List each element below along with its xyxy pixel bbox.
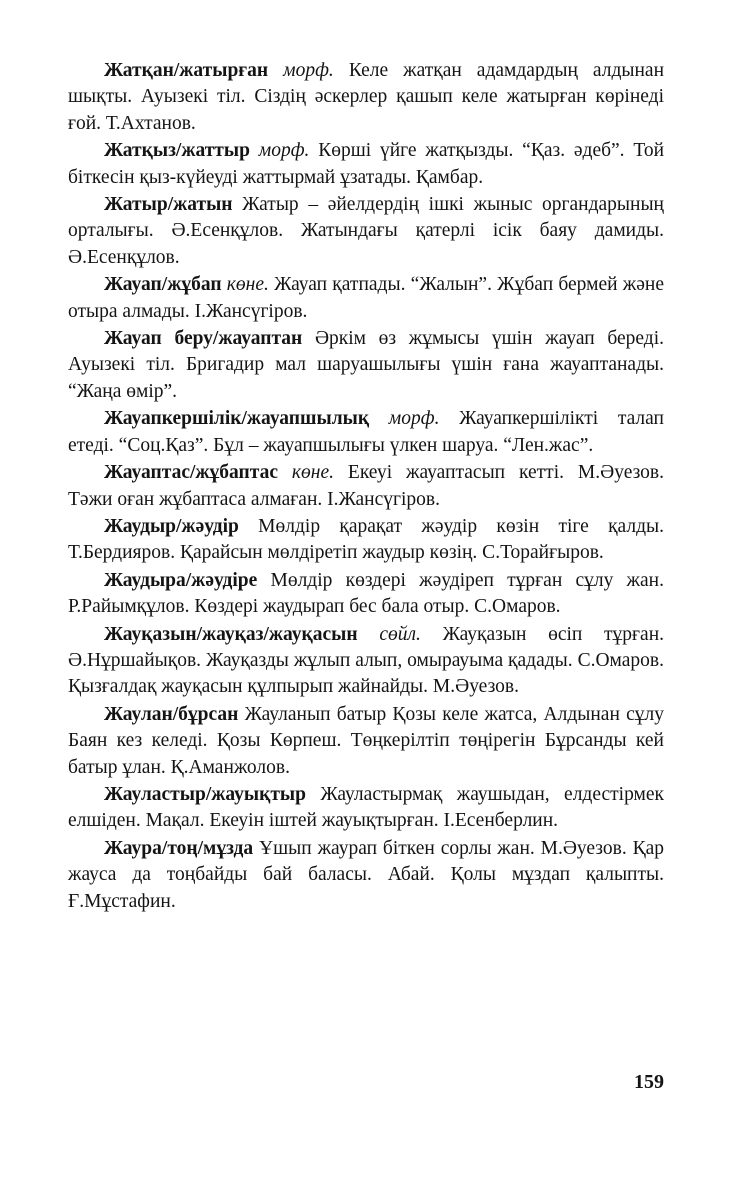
entry-text: Мөлдір қарақат жәудір көзін тіге қалды. Т.Бердияров. Қарайсын мөлдіретіп жаудыр көзің. С.Торайғыров. [68,515,665,564]
dictionary-entry [68,782,664,835]
dictionary-entry [68,58,664,137]
entry-headword: Жаулан/бұрсан [104,703,239,725]
entry-headword: Жатқыз/жаттыр [104,140,250,162]
dictionary-entry [68,514,664,567]
entry-label: морф. [283,60,334,81]
entry-label: сөйл. [379,623,421,645]
dictionary-entry [68,836,664,915]
entry-text: Жауланып батыр Қозы келе жатса, Алдынан сұлу Баян кез келеді. Қозы Көрпеш. Төңкерілтіп төңірегін Бұрсанды кей батыр ұлан. Қ.Аманжолов. [68,703,664,778]
entry-headword: Жаура/тоң/мұзда [104,837,254,859]
dictionary-entry [68,272,664,325]
entry-text: Жауластырмақ жаушыдан, елдестірмек елшіден. Мақал. Екеуін іштей жауықтырған. І.Есенберлин. [68,783,665,832]
entry-headword: Жауап беру/жауаптан [104,328,303,350]
entry-text: Жатыр – әйелдердің ішкі жыныс органдарының орталығы. Ә.Есенқұлов. Жатындағы қатерлі ісік баяу дамиды. Ә.Есенқұлов. [68,194,664,268]
dictionary-entry [68,460,664,513]
entry-text: Мөлдір көздері жәудіреп тұрған сұлу жан. Р.Райымқұлов. Көздері жаудырап бес бала отыр. С.Омаров. [68,569,664,618]
entry-label: морф. [258,140,310,162]
page-number: 159 [634,1071,664,1093]
entry-headword: Жатыр/жатын [104,194,233,216]
dictionary-entry [68,702,664,781]
entry-text: Жауапкершілікті талап етеді. “Соц.Қаз”. Бұл – жауапшылығы үлкен шаруа. “Лен.жас”. [68,408,664,456]
entry-headword: Жауқазын/жауқаз/жауқасын [104,623,358,645]
entry-text: Жауап қатпады. “Жалын”. Жұбап бермей және отыра алмады. І.Жансүгіров. [68,274,665,322]
entry-text: Әркім өз жұмысы үшін жауап береді. Ауызекі тіл. Бригадир мал шаруашылығы үшін ғана жауаптанады. “Жаңа өмір”. [68,328,665,402]
entry-headword: Жаудыра/жәудіре [104,569,258,591]
entry-headword: Жауапкершілік/жауапшылық [104,408,370,430]
entry-text: Екеуі жауаптасып кетті. М.Әуезов. Тәжи оған жұбаптаса алмаған. І.Жансүгіров. [68,462,665,510]
entry-label: көне. [291,462,334,484]
entry-list [68,58,664,916]
dictionary-entry [68,406,664,459]
entry-text: Көрші үйге жатқызды. “Қаз. әдеб”. Той біткесін қыз-күйеуді жаттырмай ұзатады. Қамбар. [68,140,664,188]
entry-headword: Жаудыр/жәудір [104,515,239,537]
dictionary-entry [68,622,664,701]
entry-text: Ұшып жаурап біткен сорлы жан. М.Әуезов. Қар жауса да тоңбайды бай баласы. Абай. Қолы мұздап қалыпты. Ғ.Мұстафин. [68,837,665,912]
entry-text: Келе жатқан адамдардың алдынан шықты. Ауызекі тіл. Сіздің әскерлер қашып келе жатырған көрінеді ғой. Т.Ахтанов. [68,60,665,134]
entry-headword: Жауап/жұбап [104,274,222,296]
entry-headword: Жауластыр/жауықтыр [104,783,306,805]
entry-headword: Жауаптас/жұбаптас [104,462,279,484]
dictionary-entry [68,138,664,191]
entry-label: морф. [388,408,440,430]
entry-label: көне. [226,274,269,296]
dictionary-entry [68,326,664,405]
dictionary-entry [68,568,664,621]
entry-text: Жауқазын өсіп тұрған. Ә.Нұршайықов. Жауқазды жұлып алып, омырауыма қадады. С.Омаров. Қызғалдақ жауқасын құлпырып жайнайды. М.Әуезов. [68,623,665,698]
entry-headword: Жатқан/жатырған [104,60,269,81]
dictionary-entry [68,192,664,271]
